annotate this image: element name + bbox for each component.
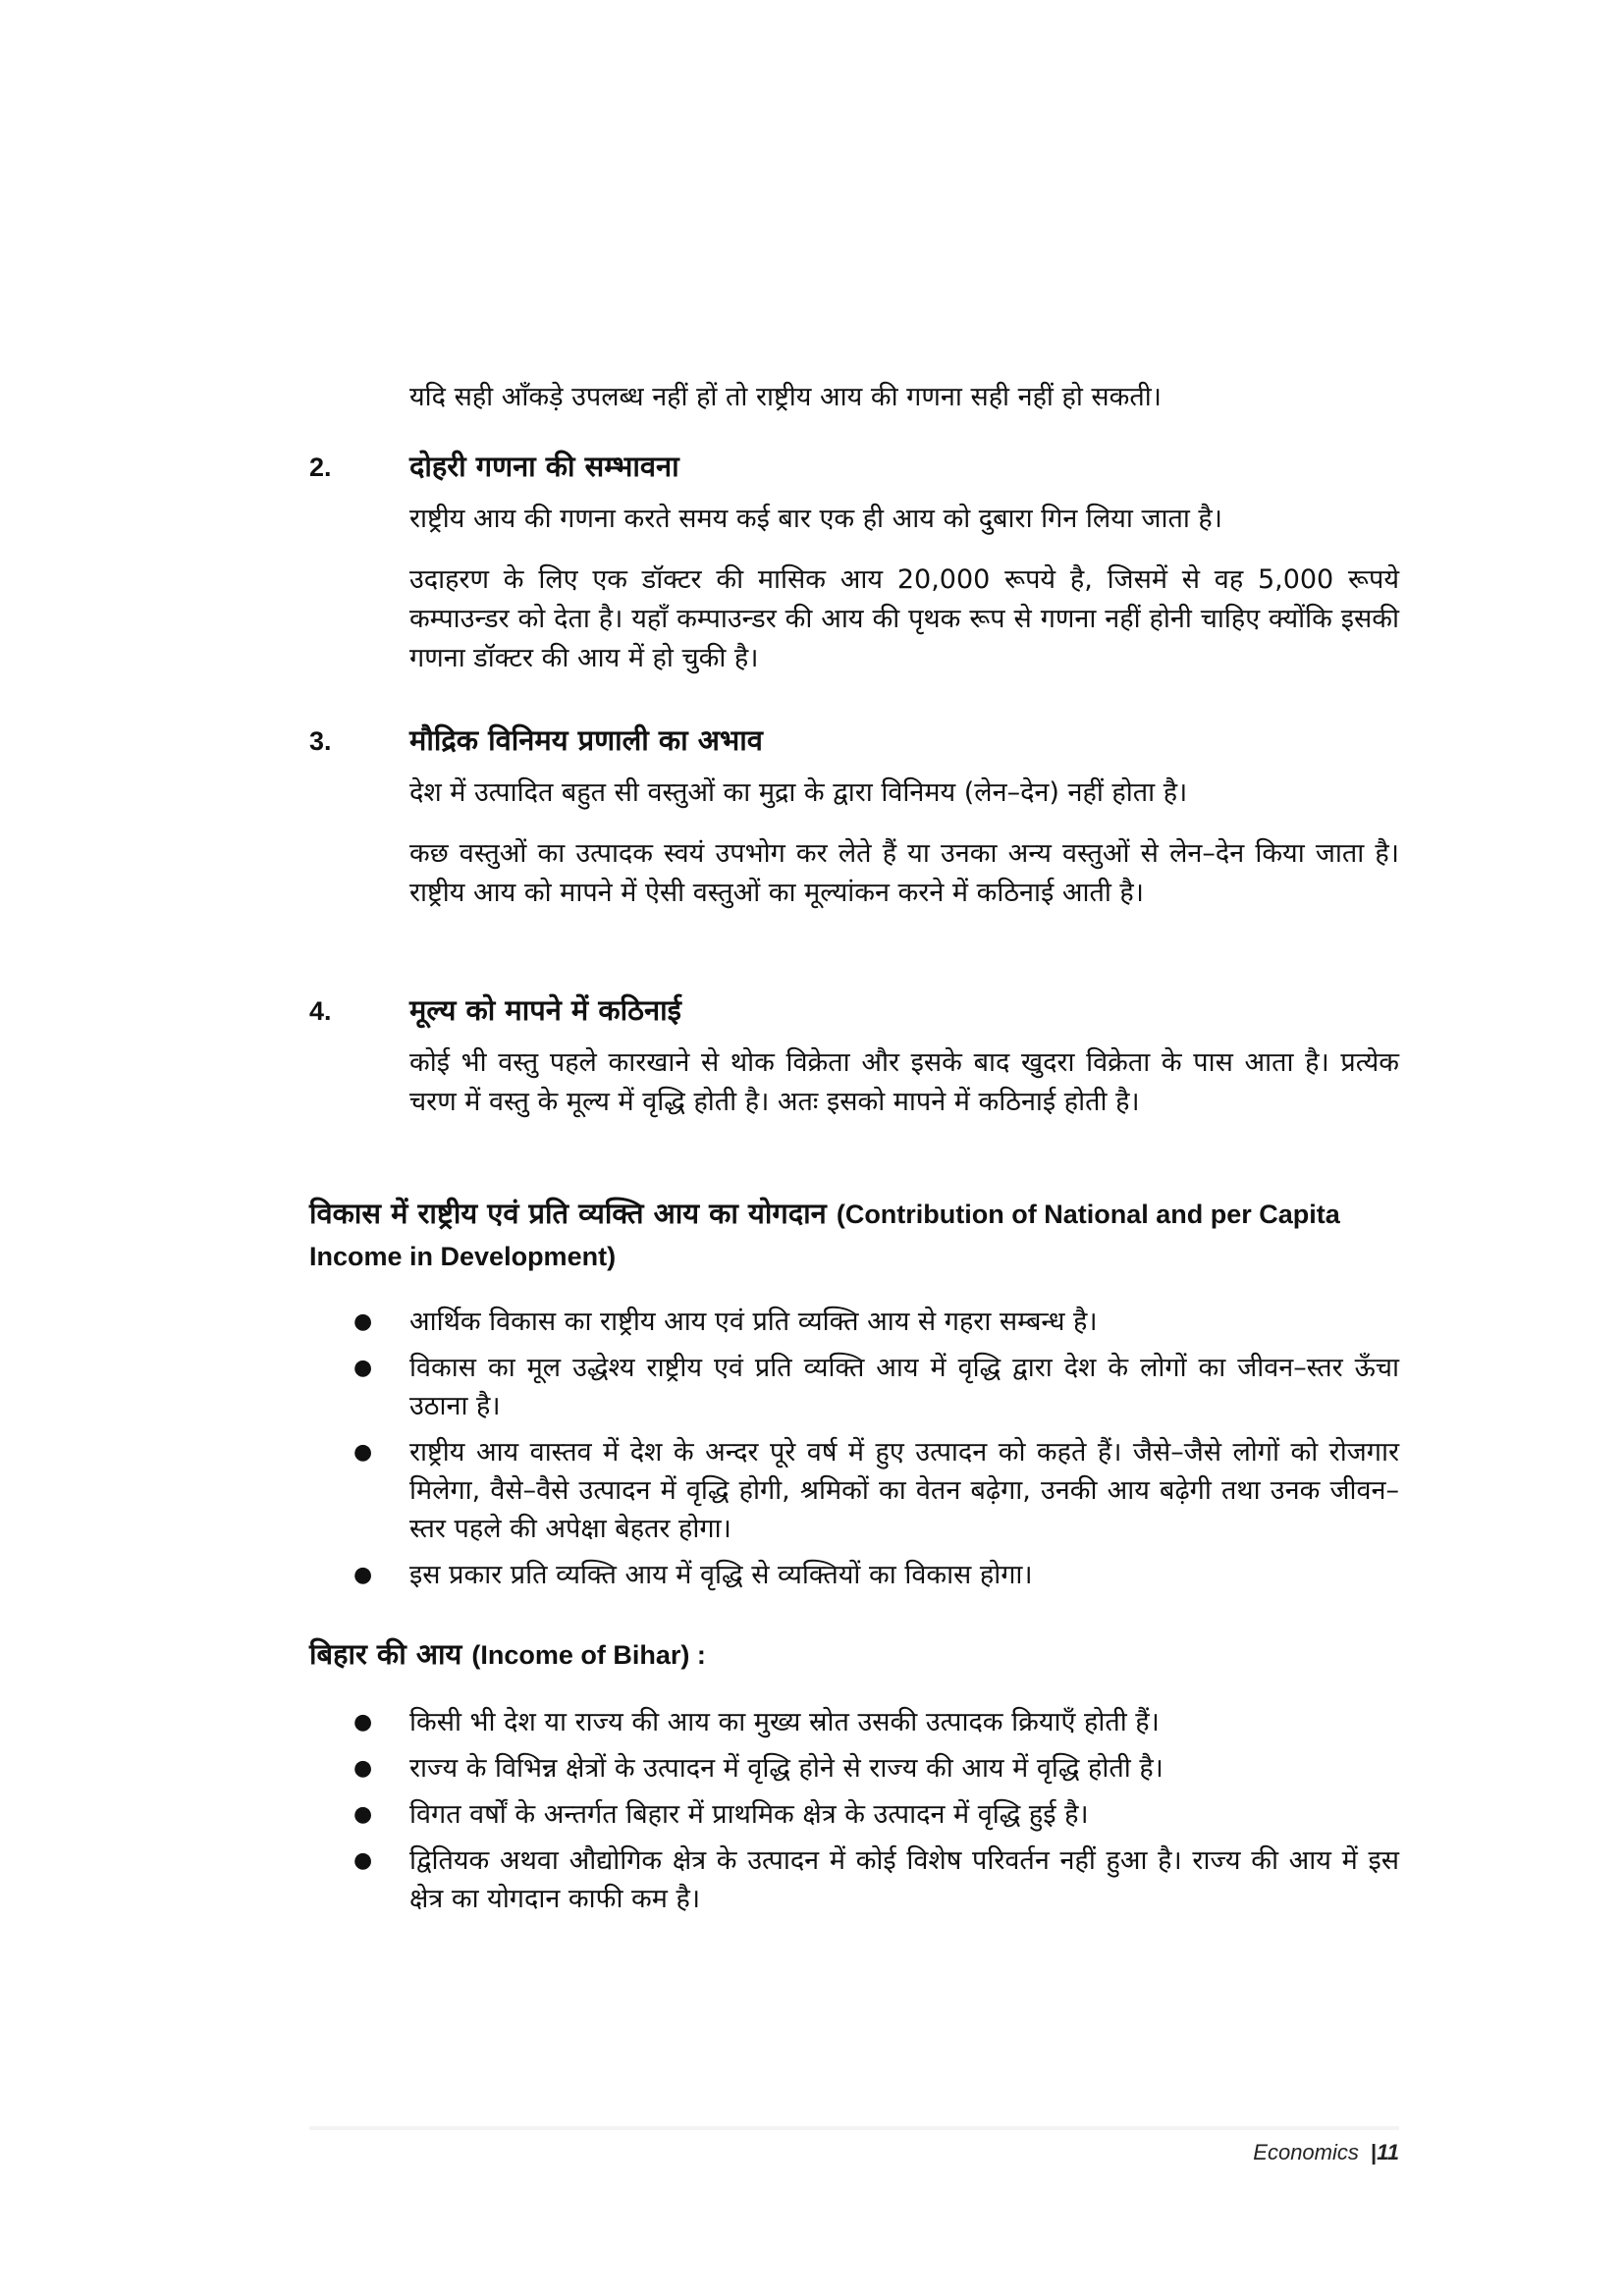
list-item-text: राज्य के विभिन्न क्षेत्रों के उत्पादन में वृद्धि होने से राज्य की आय में वृद्धि होती है।: [409, 1753, 1164, 1784]
list-item: [353, 1349, 1399, 1425]
section-paragraph: राष्ट्रीय आय की गणना करते समय कई बार एक ही आय को दुबारा गिन लिया जाता है।: [409, 504, 1223, 534]
contribution-heading-english: (Contribution of National and per Capita Income in Development): [309, 1200, 1340, 1271]
contribution-heading: [309, 1193, 1399, 1277]
section-heading: [309, 721, 1399, 760]
section-4: [309, 991, 1399, 1122]
footer-subject: Economics: [1253, 2140, 1359, 2164]
list-item-text: विगत वर्षों के अन्तर्गत बिहार में प्राथमिक क्षेत्र के उत्पादन में वृद्धि हुई है।: [409, 1799, 1089, 1830]
list-item-text: राष्ट्रीय आय वास्तव में देश के अन्दर पूरे वर्ष में हुए उत्पादन को कहते हैं। जैसे–जैसे लोगों को रोजगार मिलेगा, वैसे–वैसे उत्पादन में वृद्धि होगी, श्रमिकों का वेतन बढ़ेगा, उनकी आय बढ़ेगी तथा उनक जीवन–स्तर पहले की अपेक्षा बेहतर होगा।: [409, 1437, 1399, 1544]
bullet-icon: ●: [353, 1440, 373, 1465]
section-heading: [309, 991, 1399, 1030]
section-number: 3.: [309, 726, 332, 756]
section-title: मूल्य को मापने में कठिनाई: [409, 993, 681, 1027]
list-item: [353, 1556, 1399, 1594]
section-2: [309, 448, 1399, 678]
bullet-icon: ●: [353, 1802, 373, 1827]
section-paragraph: कोई भी वस्तु पहले कारखाने से थोक विक्रेता और इसके बाद खुदरा विक्रेता के पास आता है। प्रत्येक चरण में वस्तु के मूल्य में वृद्धि होती है। अतः इसको मापने में कठिनाई होती है।: [409, 1047, 1399, 1117]
intro-line: यदि सही आँकड़े उपलब्ध नहीं हों तो राष्ट्रीय आय की गणना सही नहीं हो सकती।: [409, 382, 1163, 412]
section-paragraph: उदाहरण के लिए एक डॉक्टर की मासिक आय 20,000 रूपये है, जिसमें से वह 5,000 रूपये कम्पाउन्डर को देता है। यहाँ कम्पाउन्डर की आय की पृथक रूप से गणना नहीं होनी चाहिए क्योंकि इसकी गणना डॉक्टर की आय में हो चुकी है।: [409, 564, 1399, 673]
section-heading: [309, 448, 1399, 486]
section-paragraph: देश में उत्पादित बहुत सी वस्तुओं का मुद्रा के द्वारा विनिमय (लेन–देन) नहीं होता है।: [409, 777, 1188, 808]
footer-separator: |: [1371, 2140, 1378, 2164]
contribution-heading-hindi: विकास में राष्ट्रीय एवं प्रति व्यक्ति आय का योगदान: [309, 1197, 827, 1230]
list-item: [353, 1433, 1399, 1548]
list-item-text: द्वितियक अथवा औद्योगिक क्षेत्र के उत्पादन में कोई विशेष परिवर्तन नहीं हुआ है। राज्य की आय में इस क्षेत्र का योगदान काफी कम है।: [409, 1845, 1399, 1914]
list-item-text: विकास का मूल उद्धेश्य राष्ट्रीय एवं प्रति व्यक्ति आय में वृद्धि द्वारा देश के लोगों का जीवन–स्तर ऊँचा उठाना है।: [409, 1353, 1399, 1421]
list-item-text: किसी भी देश या राज्य की आय का मुख्य स्रोत उसकी उत्पादक क्रियाएँ होती हैं।: [409, 1707, 1160, 1737]
section-title: मौद्रिक विनिमय प्रणाली का अभाव: [409, 723, 763, 757]
list-item-text: इस प्रकार प्रति व्यक्ति आय में वृद्धि से व्यक्तियों का विकास होगा।: [409, 1560, 1033, 1590]
section-paragraph: कछ वस्तुओं का उत्पादक स्वयं उपभोग कर लेते हैं या उनका अन्य वस्तुओं से लेन–देन किया जाता है। राष्ट्रीय आय को मापने में ऐसी वस्तुओं का मूल्यांकन करने में कठिनाई आती है।: [409, 838, 1399, 908]
section-title: दोहरी गणना की सम्भावना: [409, 450, 679, 483]
list-item: [353, 1303, 1399, 1341]
section-number: 2.: [309, 453, 332, 482]
list-item: [353, 1749, 1399, 1788]
bullet-icon: ●: [353, 1710, 373, 1735]
section-3: [309, 721, 1399, 913]
list-item: [353, 1703, 1399, 1741]
page-footer: [1253, 2139, 1399, 2166]
bihar-heading-hindi: बिहार की आय: [309, 1637, 462, 1671]
footer-divider: [309, 2126, 1399, 2130]
list-item: [353, 1795, 1399, 1834]
page-number: 11: [1377, 2140, 1399, 2164]
bihar-heading: [309, 1633, 1399, 1676]
bullet-icon: ●: [353, 1356, 373, 1380]
bullet-icon: ●: [353, 1309, 373, 1334]
bihar-heading-english: (Income of Bihar) :: [471, 1640, 706, 1670]
bihar-bullet-list: [353, 1703, 1399, 1926]
list-item-text: आर्थिक विकास का राष्ट्रीय आय एवं प्रति व्यक्ति आय से गहरा सम्बन्ध है।: [409, 1307, 1098, 1337]
bullet-icon: ●: [353, 1848, 373, 1873]
bullet-icon: ●: [353, 1756, 373, 1781]
contribution-bullet-list: [353, 1303, 1399, 1602]
list-item: [353, 1842, 1399, 1918]
section-number: 4.: [309, 996, 332, 1026]
bullet-icon: ●: [353, 1563, 373, 1587]
